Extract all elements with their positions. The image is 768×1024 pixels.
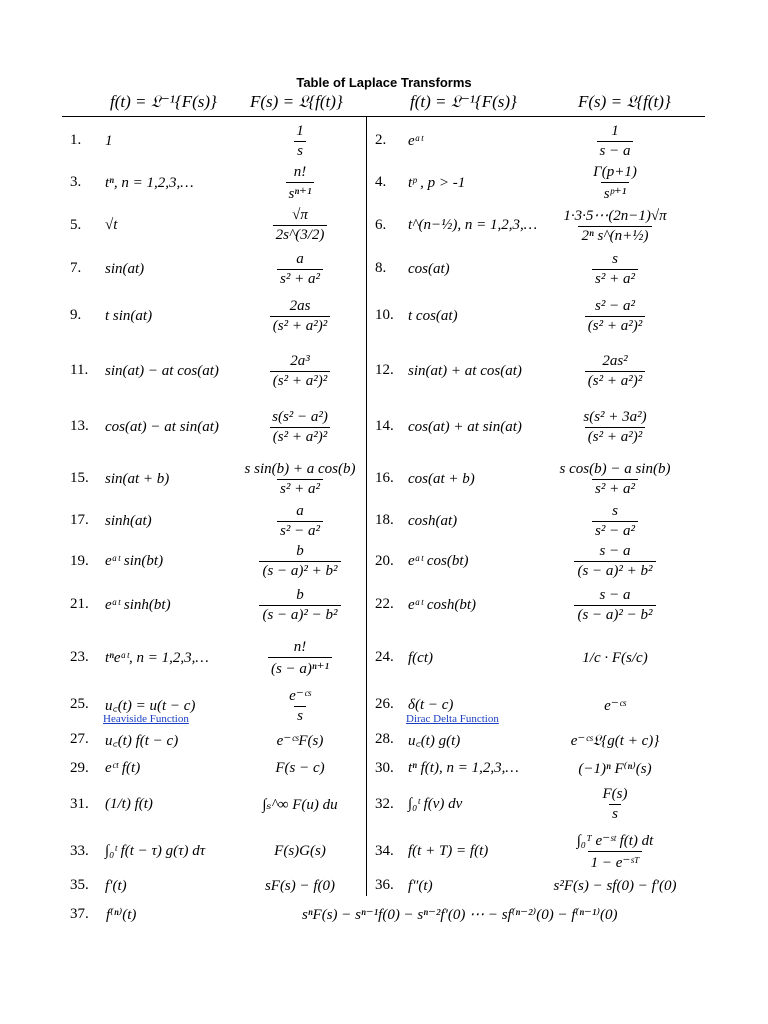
entry-2-numerator: 1 <box>611 122 619 139</box>
entry-25-fraction <box>286 686 314 725</box>
entry-1-number: 1. <box>70 132 82 148</box>
entry-33-number: 33. <box>70 842 89 859</box>
entry-5-transform <box>240 203 360 248</box>
entry-20-denominator: (s − a)² + b² <box>574 561 655 580</box>
entry-17-numerator: a <box>296 502 304 519</box>
entry-3-transform <box>240 163 360 203</box>
entry-24-f: f(ct) <box>408 649 433 666</box>
entry-11-transform <box>240 345 360 397</box>
entry-28-number: 28. <box>375 731 394 747</box>
entry-13-denominator: (s² + a²)² <box>270 427 330 446</box>
entry-11-fraction <box>270 353 330 390</box>
entry-17-denominator: s² − a² <box>277 521 323 540</box>
entry-3-number: 3. <box>70 174 82 190</box>
entry-20-transform <box>555 540 675 583</box>
entry-15-denominator: s² + a² <box>277 479 323 498</box>
entry-16-fraction <box>557 461 674 498</box>
entry-16-number: 16. <box>375 470 394 486</box>
entry-14-numerator: s(s² + 3a²) <box>583 408 647 425</box>
entry-27-expression: e⁻ᶜˢF(s) <box>276 732 324 749</box>
entry-30-transform <box>555 754 675 783</box>
entry-18-denominator: s² − a² <box>592 521 638 540</box>
entry-5-numerator: √π <box>292 207 308 223</box>
entry-28-f: u꜀(t) g(t) <box>408 733 461 749</box>
entry-9-denominator: (s² + a²)² <box>270 316 330 335</box>
entry-10-denominator: (s² + a²)² <box>585 316 645 335</box>
entry-32-f: ∫₀ᵗ f(v) dv <box>408 796 463 812</box>
entry-18-number: 18. <box>375 512 394 528</box>
entry-31-number: 31. <box>70 795 89 812</box>
entry-20-f: eᵃᵗ cos(bt) <box>408 553 469 569</box>
entry-18-numerator: s <box>612 502 618 519</box>
entry-22-number: 22. <box>375 596 394 612</box>
entry-3-numerator: n! <box>293 163 307 180</box>
entry-16-denominator: s² + a² <box>592 479 638 498</box>
entry-19-transform <box>240 540 360 583</box>
entry-7-denominator: s² + a² <box>277 269 323 288</box>
entry-21-number: 21. <box>70 596 89 612</box>
entry-9-numerator: 2as <box>289 297 311 314</box>
header-left-f: f(t) = 𝔏⁻¹{F(s)} <box>110 92 217 111</box>
entry-15-number: 15. <box>70 470 89 486</box>
entry-24-expression: 1/c · F(s/c) <box>582 649 648 666</box>
page-title: Table of Laplace Transforms <box>296 75 472 90</box>
entry-9-transform <box>240 290 360 342</box>
entry-10-number: 10. <box>375 307 394 323</box>
entry-21-transform <box>240 583 360 627</box>
entry-7-fraction <box>277 251 323 288</box>
entry-36-transform <box>555 874 675 898</box>
entry-35-number: 35. <box>70 877 89 893</box>
entry-1-numerator: 1 <box>296 122 304 139</box>
entry-19-numerator: b <box>296 543 304 559</box>
entry-3-f: tⁿ, n = 1,2,3,… <box>105 174 194 191</box>
entry-15-fraction <box>242 461 359 498</box>
entry-1-denominator: s <box>294 141 306 160</box>
entry-23-numerator: n! <box>293 638 307 655</box>
entry-5-number: 5. <box>70 216 82 233</box>
entry-6-numerator: 1·3·5⋯(2n−1)√π <box>563 208 667 224</box>
entry-12-denominator: (s² + a²)² <box>585 371 645 390</box>
entry-30-f: tⁿ f(t), n = 1,2,3,… <box>408 760 519 776</box>
entry-33-expression: F(s)G(s) <box>274 843 326 859</box>
header-rule <box>62 116 705 117</box>
column-divider <box>366 116 367 896</box>
entry-34-fraction <box>574 831 657 872</box>
entry-11-denominator: (s² + a²)² <box>270 371 330 390</box>
entry-29-number: 29. <box>70 759 89 776</box>
entry-35-transform <box>240 874 360 898</box>
entry-8-transform <box>555 248 675 290</box>
entry-33-transform <box>240 829 360 874</box>
entry-11-f: sin(at) − at cos(at) <box>105 362 219 379</box>
entry-2-transform <box>555 120 675 162</box>
entry-30-expression: (−1)ⁿ F⁽ⁿ⁾(s) <box>578 761 652 777</box>
entry-18-transform <box>555 500 675 542</box>
entry-3-denominator: sⁿ⁺¹ <box>286 182 315 203</box>
entry-32-transform <box>555 783 675 826</box>
entry-34-number: 34. <box>375 842 394 859</box>
entry-4-numerator: Γ(p+1) <box>593 163 637 180</box>
entry-12-numerator: 2as² <box>602 352 628 369</box>
entry-34-transform <box>555 829 675 874</box>
entry-4-fraction <box>590 164 640 203</box>
entry-27-transform <box>240 727 360 753</box>
entry-14-f: cos(at) + at sin(at) <box>408 418 522 435</box>
entry-29-transform <box>240 754 360 783</box>
entry-28-transform <box>555 727 675 753</box>
entry-34-f: f(t + T) = f(t) <box>408 843 489 859</box>
entry-5-f: √t <box>105 217 118 233</box>
entry-25-denominator: s <box>294 706 306 725</box>
entry-27-f: u꜀(t) f(t − c) <box>105 733 179 749</box>
entry-23-f: tⁿeᵃᵗ, n = 1,2,3,… <box>105 649 209 666</box>
entry-13-number: 13. <box>70 418 89 434</box>
entry-2-f: eᵃᵗ <box>408 132 424 149</box>
entry-17-transform <box>240 500 360 542</box>
entry-22-numerator: s − a <box>599 586 631 603</box>
entry-10-transform <box>555 290 675 342</box>
entry-32-denominator: s <box>609 804 621 823</box>
entry-12-f: sin(at) + at cos(at) <box>408 362 522 379</box>
entry-14-transform <box>555 398 675 456</box>
entry-24-transform <box>555 633 675 683</box>
entry-30-number: 30. <box>375 759 394 776</box>
entry-3-fraction <box>286 164 315 203</box>
entry-16-f: cos(at + b) <box>408 470 475 487</box>
entry-8-denominator: s² + a² <box>592 269 638 288</box>
entry-4-denominator: sᵖ⁺¹ <box>601 182 630 203</box>
entry-29-f: eᶜᵗ f(t) <box>105 760 141 776</box>
entry-1-fraction <box>293 123 307 160</box>
entry-9-fraction <box>270 298 330 335</box>
entry-2-number: 2. <box>375 132 387 148</box>
entry-1-transform <box>240 120 360 162</box>
entry-13-fraction <box>269 409 331 446</box>
entry-31-transform <box>240 783 360 826</box>
row-37-F: sⁿF(s) − sⁿ⁻¹f(0) − sⁿ⁻²f′(0) ⋯ − sf⁽ⁿ⁻²⁾(0) − f⁽ⁿ⁻¹⁾(0) <box>302 906 618 923</box>
entry-14-denominator: (s² + a²)² <box>585 427 645 446</box>
entry-21-fraction <box>259 587 340 624</box>
entry-12-fraction <box>585 353 645 390</box>
entry-33-f: ∫₀ᵗ f(t − τ) g(τ) dτ <box>105 843 206 859</box>
entry-32-number: 32. <box>375 795 394 812</box>
entry-15-numerator: s sin(b) + a cos(b) <box>244 460 356 477</box>
entry-23-denominator: (s − a)ⁿ⁺¹ <box>268 657 332 678</box>
entry-32-numerator: F(s) <box>602 786 628 802</box>
entry-36-f: f″(t) <box>408 877 433 894</box>
entry-14-number: 14. <box>375 418 394 434</box>
entry-8-number: 8. <box>375 260 387 276</box>
entry-13-f: cos(at) − at sin(at) <box>105 418 219 435</box>
entry-35-expression: sF(s) − f(0) <box>264 877 336 894</box>
entry-25-number: 25. <box>70 696 89 712</box>
entry-26-f: δ(t − c) <box>408 696 454 713</box>
entry-6-transform <box>555 203 675 248</box>
header-right-F: F(s) = 𝔏{f(t)} <box>578 92 671 111</box>
entry-9-f: t sin(at) <box>105 307 153 324</box>
entry-26-link[interactable]: Dirac Delta Function <box>406 713 499 725</box>
entry-26-expression: e⁻ᶜˢ <box>604 697 626 714</box>
entry-25-transform <box>240 683 360 727</box>
entry-27-number: 27. <box>70 731 89 747</box>
entry-24-number: 24. <box>375 649 394 665</box>
entry-22-denominator: (s − a)² − b² <box>574 605 655 624</box>
entry-19-f: eᵃᵗ sin(bt) <box>105 553 164 569</box>
entry-2-denominator: s − a <box>597 141 634 160</box>
entry-36-number: 36. <box>375 877 394 893</box>
entry-8-fraction <box>592 251 638 288</box>
entry-22-fraction <box>574 587 655 624</box>
entry-20-number: 20. <box>375 552 394 569</box>
entry-20-fraction <box>574 543 655 580</box>
entry-6-number: 6. <box>375 216 387 233</box>
entry-15-transform <box>240 458 360 500</box>
entry-29-expression: F(s − c) <box>275 760 325 776</box>
entry-19-denominator: (s − a)² + b² <box>259 561 340 580</box>
entry-12-number: 12. <box>375 362 394 378</box>
entry-25-link[interactable]: Heaviside Function <box>103 713 189 725</box>
entry-4-number: 4. <box>375 174 387 190</box>
entry-4-f: tᵖ , p > -1 <box>408 174 466 191</box>
entry-17-f: sinh(at) <box>105 512 152 529</box>
entry-10-fraction <box>585 298 645 335</box>
entry-25-numerator: e⁻ᶜˢ <box>289 687 311 704</box>
entry-23-transform <box>240 633 360 683</box>
entry-11-numerator: 2a³ <box>290 352 310 369</box>
entry-16-numerator: s cos(b) − a sin(b) <box>559 460 671 477</box>
entry-7-numerator: a <box>296 250 304 267</box>
entry-31-expression: ∫ₛ^∞ F(u) du <box>262 797 338 813</box>
entry-6-f: t^(n−½), n = 1,2,3,… <box>408 217 538 233</box>
entry-5-denominator: 2s^(3/2) <box>273 225 328 244</box>
entry-9-number: 9. <box>70 307 82 323</box>
entry-11-number: 11. <box>70 362 89 378</box>
entry-7-f: sin(at) <box>105 260 145 277</box>
entry-13-transform <box>240 398 360 456</box>
entry-10-numerator: s² − a² <box>595 297 635 314</box>
entry-19-number: 19. <box>70 552 89 569</box>
entry-34-numerator: ∫₀ᵀ e⁻ˢᵗ f(t) dt <box>576 833 654 849</box>
entry-16-transform <box>555 458 675 500</box>
entry-22-transform <box>555 583 675 627</box>
entry-26-number: 26. <box>375 696 394 712</box>
header-right-f: f(t) = 𝔏⁻¹{F(s)} <box>410 92 517 111</box>
entry-34-denominator: 1 − e⁻ˢᵀ <box>588 851 643 872</box>
entry-25-f: u꜀(t) = u(t − c) <box>105 698 196 714</box>
entry-7-number: 7. <box>70 260 82 276</box>
entry-17-number: 17. <box>70 512 89 528</box>
entry-6-denominator: 2ⁿ s^(n+½) <box>578 226 651 245</box>
entry-7-transform <box>240 248 360 290</box>
entry-5-fraction <box>273 207 328 244</box>
entry-15-f: sin(at + b) <box>105 470 170 487</box>
entry-14-fraction <box>580 409 649 446</box>
entry-1-f: 1 <box>105 132 113 149</box>
entry-6-fraction <box>560 206 669 245</box>
entry-35-f: f′(t) <box>105 877 127 894</box>
entry-4-transform <box>555 163 675 203</box>
entry-2-fraction <box>597 123 634 160</box>
entry-18-f: cosh(at) <box>408 512 458 529</box>
entry-10-f: t cos(at) <box>408 307 458 324</box>
entry-21-denominator: (s − a)² − b² <box>259 605 340 624</box>
entry-8-numerator: s <box>612 250 618 267</box>
entry-17-fraction <box>277 503 323 540</box>
entry-18-fraction <box>592 503 638 540</box>
entry-32-fraction <box>600 786 631 823</box>
entry-12-transform <box>555 345 675 397</box>
entry-20-numerator: s − a <box>599 543 631 559</box>
entry-21-numerator: b <box>296 586 304 603</box>
row-37-number: 37. <box>70 906 89 922</box>
row-37-f: f⁽ⁿ⁾(t) <box>106 906 137 923</box>
entry-8-f: cos(at) <box>408 260 450 277</box>
entry-23-fraction <box>268 639 332 678</box>
header-left-F: F(s) = 𝔏{f(t)} <box>250 92 343 111</box>
entry-36-expression: s²F(s) − sf(0) − f′(0) <box>553 877 677 894</box>
entry-22-f: eᵃᵗ cosh(bt) <box>408 596 477 613</box>
entry-19-fraction <box>259 543 340 580</box>
entry-31-f: (1/t) f(t) <box>105 796 153 812</box>
entry-13-numerator: s(s² − a²) <box>272 408 328 425</box>
entry-26-transform <box>555 683 675 727</box>
entry-28-expression: e⁻ᶜˢ𝔏{g(t + c)} <box>570 732 660 749</box>
entry-23-number: 23. <box>70 649 89 665</box>
entry-21-f: eᵃᵗ sinh(bt) <box>105 596 171 613</box>
